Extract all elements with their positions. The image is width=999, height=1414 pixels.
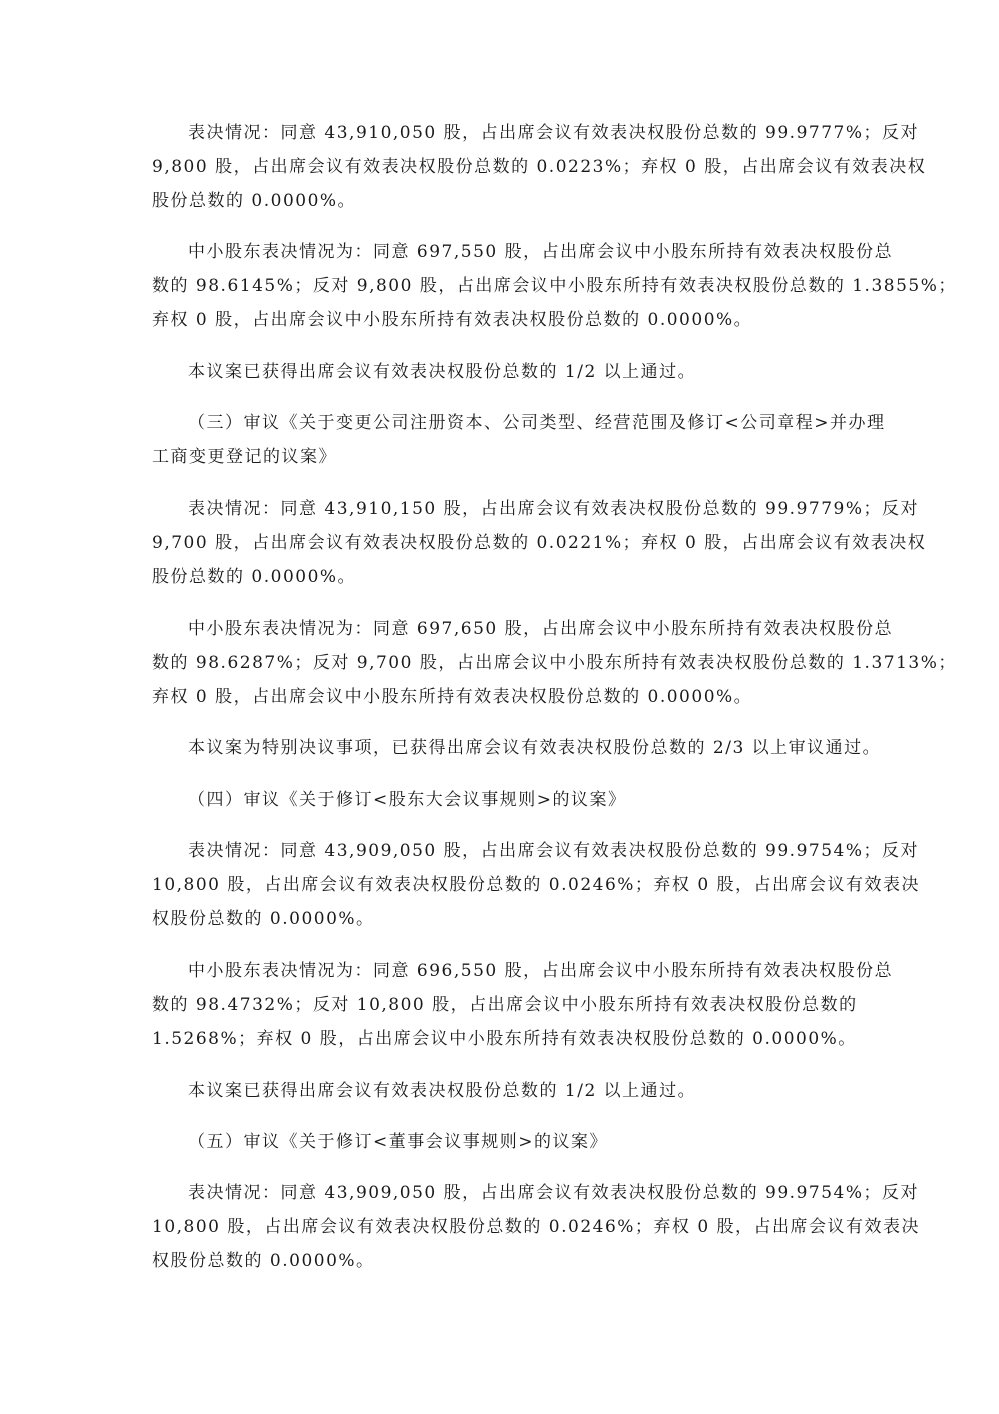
resolution-passed-text: 本议案为特别决议事项，已获得出席会议有效表决权股份总数的 2/3 以上审议通过。 xyxy=(188,738,882,758)
vote-result-line: 10,800 股，占出席会议有效表决权股份总数的 0.0246%；弃权 0 股，占出席会议有效表决 xyxy=(152,875,921,895)
minority-vote-line: 数的 98.6287%；反对 9,700 股，占出席会议中小股东所持有效表决权股份总数的 1.3713%； xyxy=(152,653,957,673)
vote-result-line: 表决情况：同意 43,909,050 股，占出席会议有效表决权股份总数的 99.9754%；反对 xyxy=(188,841,919,861)
agenda-item-heading: 工商变更登记的议案》 xyxy=(152,447,337,467)
minority-vote-line: 弃权 0 股，占出席会议中小股东所持有效表决权股份总数的 0.0000%。 xyxy=(152,687,753,707)
minority-vote-line: 弃权 0 股，占出席会议中小股东所持有效表决权股份总数的 0.0000%。 xyxy=(152,310,753,330)
vote-result-line: 股份总数的 0.0000%。 xyxy=(152,191,357,211)
minority-vote-line: 数的 98.6145%；反对 9,800 股，占出席会议中小股东所持有效表决权股份总数的 1.3855%； xyxy=(152,276,957,296)
agenda-item-heading: （五）审议《关于修订<董事会议事规则>的议案》 xyxy=(188,1132,608,1152)
vote-result-line: 表决情况：同意 43,910,150 股，占出席会议有效表决权股份总数的 99.9779%；反对 xyxy=(188,499,919,519)
minority-vote-line: 中小股东表决情况为：同意 696,550 股，占出席会议中小股东所持有效表决权股份总 xyxy=(188,961,894,981)
vote-result-line: 表决情况：同意 43,910,050 股，占出席会议有效表决权股份总数的 99.9777%；反对 xyxy=(188,123,919,143)
minority-vote-line: 数的 98.4732%；反对 10,800 股，占出席会议中小股东所持有效表决权股份总数的 xyxy=(152,995,858,1015)
minority-vote-line: 1.5268%；弃权 0 股，占出席会议中小股东所持有效表决权股份总数的 0.0000%。 xyxy=(152,1029,857,1049)
vote-result-line: 表决情况：同意 43,909,050 股，占出席会议有效表决权股份总数的 99.9754%；反对 xyxy=(188,1183,919,1203)
minority-vote-line: 中小股东表决情况为：同意 697,550 股，占出席会议中小股东所持有效表决权股份总 xyxy=(188,242,894,262)
resolution-passed-text: 本议案已获得出席会议有效表决权股份总数的 1/2 以上通过。 xyxy=(188,1081,697,1101)
vote-result-line: 权股份总数的 0.0000%。 xyxy=(152,1251,375,1271)
vote-result-line: 权股份总数的 0.0000%。 xyxy=(152,909,375,929)
vote-result-line: 股份总数的 0.0000%。 xyxy=(152,567,357,587)
vote-result-line: 9,700 股，占出席会议有效表决权股份总数的 0.0221%；弃权 0 股，占出席会议有效表决权 xyxy=(152,533,927,553)
vote-result-line: 9,800 股，占出席会议有效表决权股份总数的 0.0223%；弃权 0 股，占出席会议有效表决权 xyxy=(152,157,927,177)
minority-vote-line: 中小股东表决情况为：同意 697,650 股，占出席会议中小股东所持有效表决权股份总 xyxy=(188,619,894,639)
agenda-item-heading: （三）审议《关于变更公司注册资本、公司类型、经营范围及修订<公司章程>并办理 xyxy=(188,413,886,433)
vote-result-line: 10,800 股，占出席会议有效表决权股份总数的 0.0246%；弃权 0 股，占出席会议有效表决 xyxy=(152,1217,921,1237)
agenda-item-heading: （四）审议《关于修订<股东大会议事规则>的议案》 xyxy=(188,790,627,810)
resolution-passed-text: 本议案已获得出席会议有效表决权股份总数的 1/2 以上通过。 xyxy=(188,362,697,382)
